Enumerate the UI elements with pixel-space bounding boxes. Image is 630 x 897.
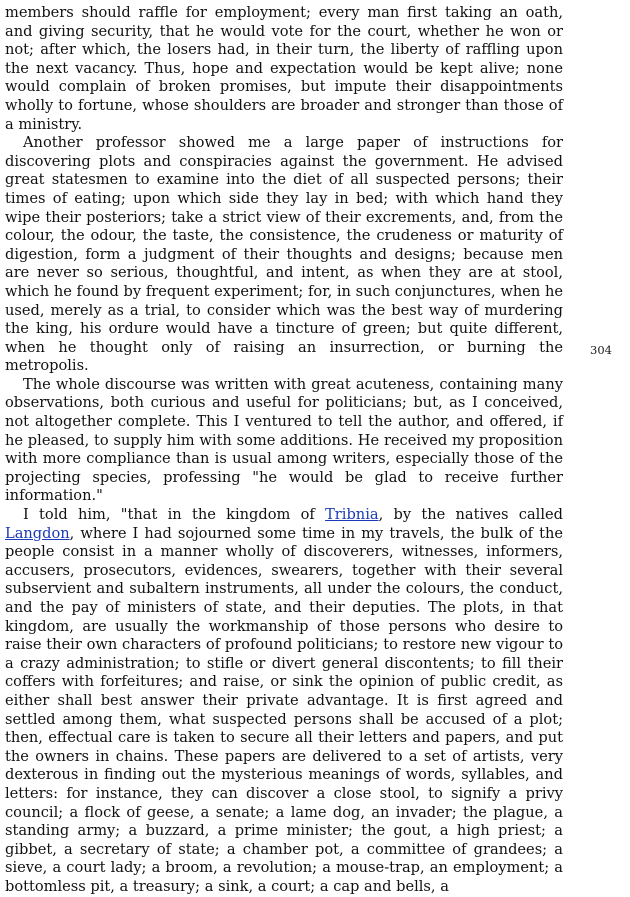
document-page — [5, 4, 563, 897]
paragraph-4-text-part-3: , where I had sojourned some time in my travels, the bulk of the people consist in a manner wholly of discoverers, witnesses, informers, accusers, prosecutors, evidences, swearers, together with their several subservient and subaltern instruments, all under the colours, the conduct, and the pay of ministers of state, and their deputies. The plots, in that kingdom, are usually the workmanship of those persons who desire to raise their own characters of profound politicians; to restore new vigour to a crazy administration; to stifle or divert general discontents; to fill their coffers with forfeitures; and raise, or sink the opinion of public credit, as either shall best answer their private advantage. It is first agreed and settled among them, what suspected persons shall be accused of a plot; then, effectual care is taken to secure all their letters and papers, and put the owners in chains. These papers are delivered to a set of artists, very dexterous in finding out the mysterious meanings of words, syllables, and letters: for instance, they can discover a close stool, to signify a privy council; a flock of geese, a senate; a lame dog, an invader; the plague, a standing army; a buzzard, a prime minister; the gout, a high priest; a gibbet, a secretary of state; a chamber pot, a committee of grandees; a sieve, a court lady; a broom, a revolution; a mouse-trap, an employment; a bottomless pit, a treasury; a sink, a court; a cap and bells, a — [5, 524, 563, 895]
page-number: 304 — [590, 343, 612, 357]
paragraph-1: members should raffle for employment; every man first taking an oath, and giving security, that he would vote for the court, whether he won or not; after which, the losers had, in their turn, the liberty of raffling upon the next vacancy. Thus, hope and expectation would be kept alive; none would complain of broken promises, but impute their disappointments wholly to fortune, whose shoulders are broader and stronger than those of a ministry. — [5, 4, 563, 133]
paragraph-4-text-part-2: , by the natives called — [378, 506, 563, 524]
paragraph-4 — [5, 506, 563, 896]
paragraph-3: The whole discourse was written with great acuteness, containing many observations, both curious and useful for politicians; but, as I conceived, not altogether complete. This I ventured to tell the author, and offered, if he pleased, to supply him with some additions. He received my proposition with more compliance than is usual among writers, especially those of the projecting species, professing "he would be glad to receive further information." — [5, 375, 563, 505]
langdon-link[interactable]: Langdon — [5, 524, 70, 542]
paragraph-2: Another professor showed me a large paper of instructions for discovering plots and conspiracies against the government. He advised great statesmen to examine into the diet of all suspected persons; their times of eating; upon which side they lay in bed; with which hand they wipe their posteriors; take a strict view of their excrements, and, from the colour, the odour, the taste, the consistence, the crudeness or maturity of digestion, form a judgment of their thoughts and designs; because men are never so serious, thoughtful, and intent, as when they are at stool, which he found by frequent experiment; for, in such conjunctures, when he used, merely as a trial, to consider which was the best way of murdering the king, his ordure would have a tincture of green; but quite different, when he thought only of raising an insurrection, or burning the metropolis. — [5, 134, 563, 375]
tribnia-link[interactable]: Tribnia — [325, 506, 379, 524]
paragraph-4-text-part-1: I told him, "that in the kingdom of — [23, 506, 326, 524]
